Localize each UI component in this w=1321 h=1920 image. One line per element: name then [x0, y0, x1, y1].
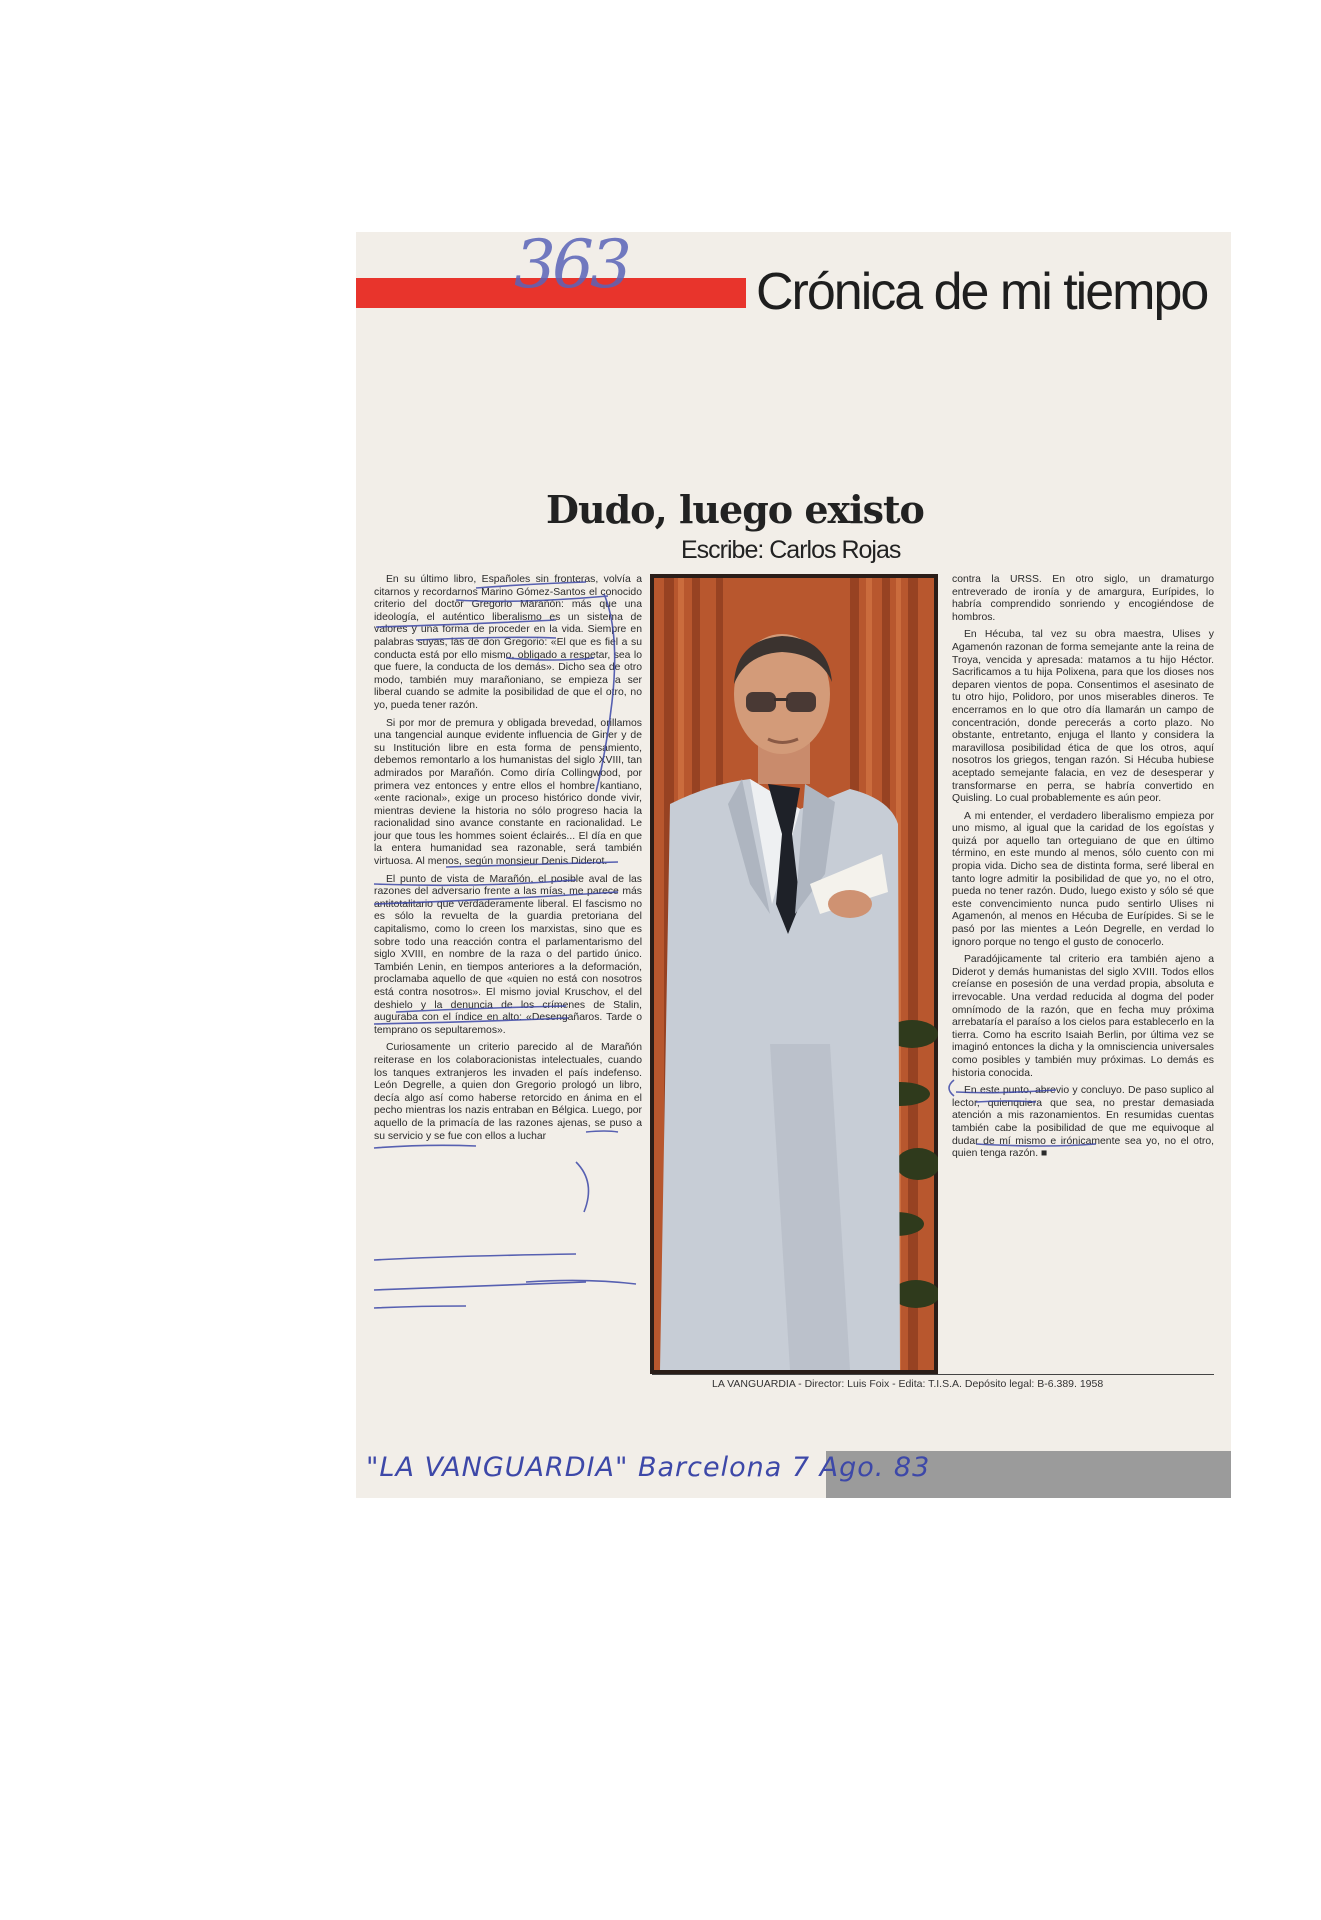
- paragraph: contra la URSS. En otro siglo, un dramaturgo entreverado de ironía y de amargura, Eurípides, lo habría comprendido sonriendo y encogiéndose de hombros.: [952, 574, 1214, 623]
- paragraph: En Hécuba, tal vez su obra maestra, Ulises y Agamenón razonan de forma semejante ante la reina de Troya, vencida y apresada: matamos a tu hijo Héctor. Sacrificamos a tu hija Polixena, para que los dioses nos deparen vientos de popa. Consentimos el asesinato de tu otro hijo, Polidoro, por unos miserables dineros. Te encerramos en lo que otro día llamarán un campo de concentración, donde perecerás a corto plazo. No obstante, entretanto, enjuga el llanto y considera la maravillosa posibilidad ética de que los otros, aquí nosotros los griegos, tengan razón. Si Hécuba hubiese aceptado semejante falacia, en vez de desesperar y transformarse en perra, se habría convertido en Quisling. Lo cual probablemente es aún peor.: [952, 629, 1214, 805]
- footer-rule: [652, 1374, 1214, 1375]
- archive-number: 363: [514, 232, 628, 303]
- paragraph: Curiosamente un criterio parecido al de Marañón reiterase en los colaboracionistas intelectuales, cuando los tanques extranjeros les invaden el país indefenso. León Degrelle, a quien don Gregorio prologó un libro, decía algo así como haberse retorcido en ánima en el pecho mientras los nazis entraban en Bélgica. Luego, por aquello de la primacía de las razones ajenas, se puso a su servicio y se fue con ellos a luchar: [374, 1042, 642, 1142]
- paragraph: En su último libro, Españoles sin fronteras, volvía a citarnos y recordarnos Marino Gómez-Santos el conocido criterio del doctor Gregorio Marañón: más que una ideología, el auténtico liberalismo es un sistema de valores y una forma de proceder en la vida. Siempre en palabras suyas, las de don Gregorio: «El que es fiel a su conducta está por ello mismo, obligado a respetar, sea lo que fuere, la conducta de los demás». Dicho sea de otro modo, también muy marañoniano, se empieza a ser liberal cuando se admite la posibilidad de que el otro, no yo, pueda tener razón.: [374, 574, 642, 711]
- paragraph: Paradójicamente tal criterio era también ajeno a Diderot y demás humanistas del siglo XVIII. Todos ellos creíanse en posesión de una verdad propia, absoluta e irrevocable. Una verdad reducida al dogma del poder omnímodo de la razón, que en fecha muy próxima arrebataría el paraíso a los cielos para establecerlo en la tierra. Como ha escrito Isaiah Berlin, por última vez se imaginó entonces la dicha y la omnisciencia universales como posibles y también muy próximas. Lo demás es historia conocida.: [952, 954, 1214, 1079]
- article-right-column: [952, 574, 1214, 1364]
- paragraph: El punto de vista de Marañón, el posible aval de las razones del adversario frente a las mías, me parece más antitotalitario que verdaderamente liberal. El fascismo no es sólo la revuelta de la guardia pretoriana del capitalismo, como lo creen los marxistas, sino que es sobre todo una reacción contra el parlamentarismo del siglo XVIII, en nombre de la raza o del partido único. También Lenin, en tiempos anteriores a la deformación, proclamaba aquello de que «quien no está con nosotros está contra nosotros». El mismo jovial Kruschov, el del deshielo y la denuncia de los crímenes de Stalin, auguraba con el índice en alto: «Desengañaros. Tarde o temprano os sepultaremos».: [374, 873, 642, 1036]
- paragraph: En este punto, abrevio y concluyo. De paso suplico al lector, quienquiera que sea, no prestar demasiada atención a mis razonamientos. En resumidas cuentas también cabe la posibilidad de que me equivoque al dudar de mí mismo e irónicamente sea yo, no el otro, quien tenga razón. ■: [952, 1085, 1214, 1160]
- newspaper-clipping: [356, 232, 1231, 1498]
- section-title: Crónica de mi tiempo: [756, 263, 1208, 321]
- article-byline: Escribe: Carlos Rojas: [681, 536, 901, 564]
- article-left-column: [374, 574, 642, 1374]
- author-photo: [650, 574, 938, 1374]
- handwritten-source-note: "LA VANGUARDIA" Barcelona 7 Ago. 83: [366, 1452, 931, 1483]
- article-headline: Dudo, luego existo: [546, 487, 924, 532]
- newspaper-footer: LA VANGUARDIA - Director: Luis Foix - Edita: T.I.S.A. Depósito legal: B-6.389. 1958: [712, 1378, 1104, 1390]
- paragraph: Si por mor de premura y obligada brevedad, orillamos una tangencial aunque evidente influencia de Giner y de su Institución libre en esta forma de pensamiento, debemos remontarlo a los humanistas del siglo XVIII, tan admirados por Marañón. Como diría Collingwood, por primera vez entonces y entre ellos el hombre kantiano, «ente racional», exige un proceso histórico donde vivir, mientras deviene la historia no sólo progreso hacia la racionalidad sino avance constante en racionalidad. Le jour que tous les hommes soient éclairés... El día en que la entera humanidad sea razonable, será también virtuosa. Al menos, según monsieur Denis Diderot.: [374, 717, 642, 868]
- paragraph: A mi entender, el verdadero liberalismo empieza por uno mismo, al igual que la caridad de los egoístas y quizá por aquello tan orteguiano de que en último término, en este mundo al menos, sólo cuento con mi propia vida. Dicho sea de distinta forma, seré liberal en tanto logre admitir la posibilidad de que yo, no el otro, pueda no tener razón. Dudo, luego existo y sólo sé que este convencimiento nunca pudo sentirlo Ulises ni Agamenón, al menos en Hécuba de Eurípides. Si se le pasó por las mientes a León Degrelle, en verdad lo ignoro porque no tengo el gusto de conocerlo.: [952, 810, 1214, 948]
